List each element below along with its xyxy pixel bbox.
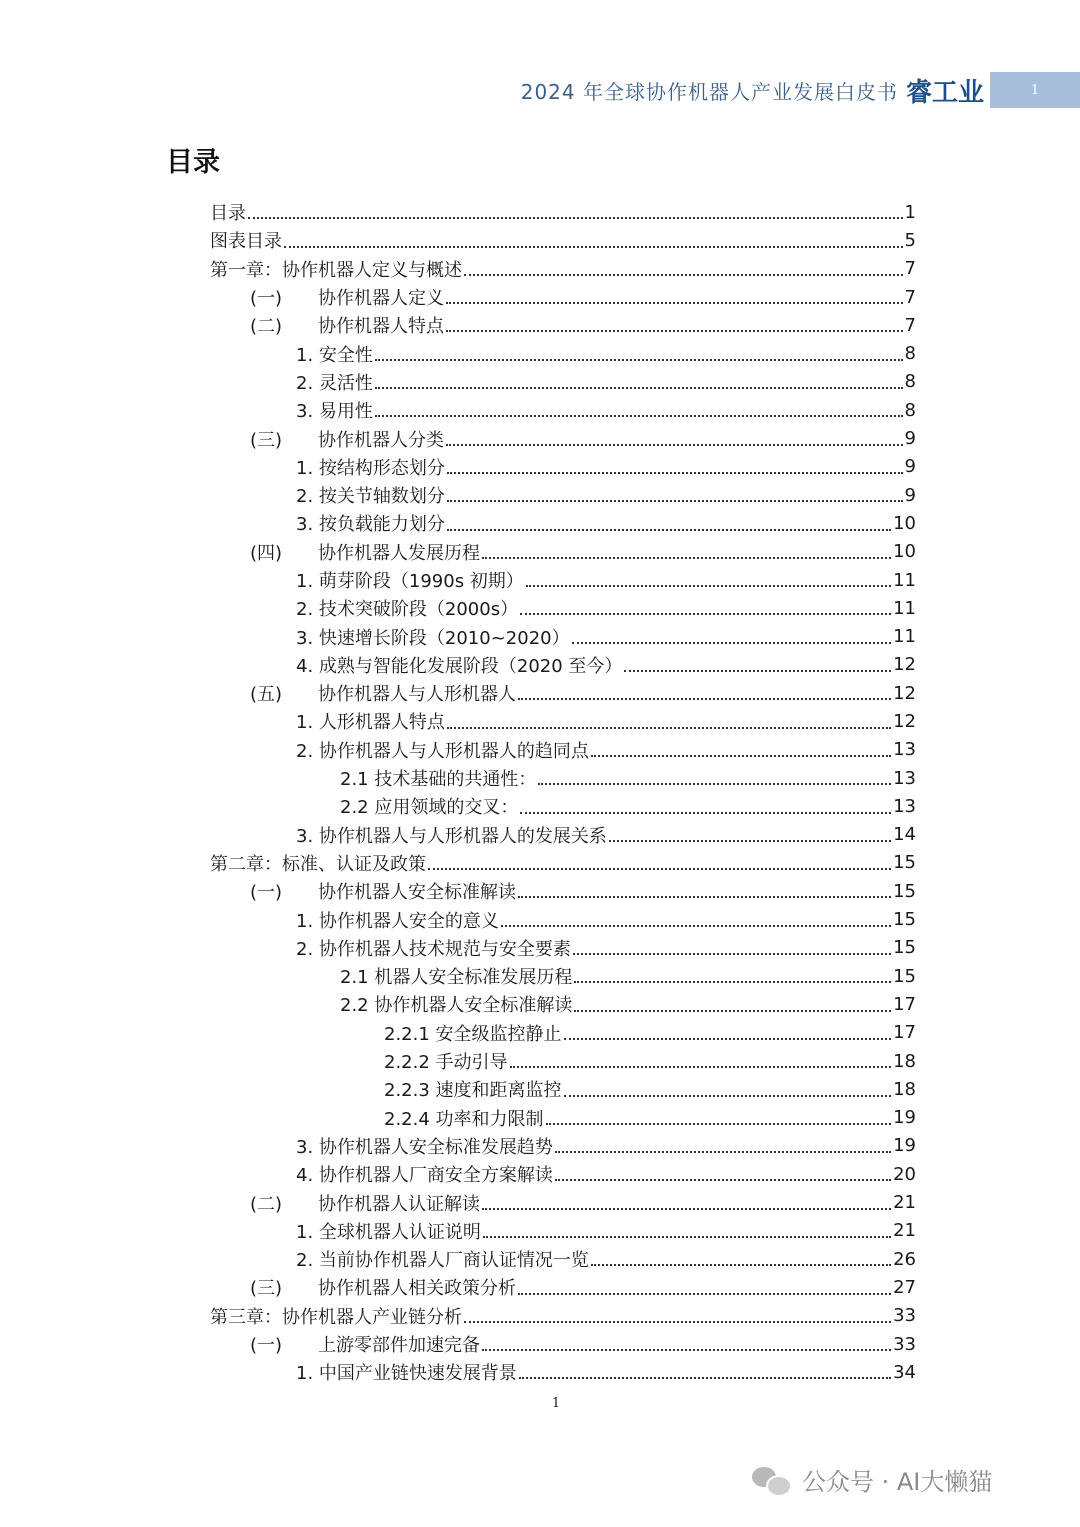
toc-entry-title: 协作机器人相关政策分析 — [318, 1278, 516, 1300]
toc-entry-page: 27 — [893, 1276, 916, 1298]
toc-entry-page: 9 — [904, 428, 916, 450]
toc-entry-number: (一) — [250, 1335, 283, 1357]
toc-entry-page: 13 — [893, 795, 916, 817]
toc-entry-page: 11 — [893, 597, 916, 619]
toc-entry[interactable] — [208, 594, 916, 622]
toc-leader-dots — [248, 217, 903, 219]
toc-entry-title: 3. 协作机器人安全标准发展趋势 — [296, 1136, 553, 1158]
toc-leader-dots — [526, 585, 891, 587]
toc-entry[interactable] — [208, 1273, 916, 1301]
toc-leader-dots — [520, 613, 891, 615]
toc-leader-dots — [546, 1123, 892, 1125]
toc-entry[interactable] — [208, 1358, 916, 1386]
toc-leader-dots — [446, 444, 903, 446]
toc-entry-title: 协作机器人发展历程 — [318, 542, 480, 564]
toc-leader-dots — [519, 1377, 891, 1379]
toc-entry[interactable] — [208, 311, 916, 339]
toc-leader-dots — [483, 1236, 891, 1238]
toc-leader-dots — [482, 1349, 891, 1351]
toc-entry[interactable] — [208, 934, 916, 962]
toc-entry-page: 13 — [893, 767, 916, 789]
toc-entry-title: 2.1 技术基础的共通性： — [340, 769, 537, 791]
toc-entry[interactable] — [208, 1047, 916, 1075]
toc-entry-page: 14 — [893, 824, 916, 846]
toc-entry-page: 15 — [893, 937, 916, 959]
toc-entry[interactable] — [208, 905, 916, 933]
toc-entry-page: 34 — [893, 1361, 916, 1383]
toc-entry-page: 9 — [904, 484, 916, 506]
toc-leader-dots — [428, 868, 891, 870]
toc-entry-page: 12 — [893, 654, 916, 676]
toc-entry[interactable] — [208, 764, 916, 792]
toc-leader-dots — [510, 1066, 892, 1068]
toc-entry-title: 4. 协作机器人厂商安全方案解读 — [296, 1165, 553, 1187]
toc-entry-title: 2. 当前协作机器人厂商认证情况一览 — [296, 1250, 589, 1272]
toc-leader-dots — [375, 415, 903, 417]
toc-leader-dots — [284, 246, 903, 248]
toc-leader-dots — [446, 302, 903, 304]
toc-leader-dots — [564, 1095, 892, 1097]
page-title: 目录 — [166, 147, 220, 178]
wechat-icon — [752, 1465, 792, 1495]
toc-entry[interactable] — [208, 792, 916, 820]
toc-entry-number: (二) — [250, 1193, 283, 1215]
toc-entry[interactable] — [208, 481, 916, 509]
toc-entry-page: 10 — [893, 512, 916, 534]
toc-entry-page: 12 — [893, 682, 916, 704]
toc-entry-title: 2. 协作机器人技术规范与安全要素 — [296, 938, 571, 960]
toc-entry[interactable] — [208, 1075, 916, 1103]
toc-entry-number: (三) — [250, 429, 283, 451]
toc-entry-page: 8 — [904, 343, 916, 365]
toc-entry-title: 2.2.3 速度和距离监控 — [384, 1080, 562, 1102]
toc-entry-number: (五) — [250, 684, 283, 706]
toc-entry[interactable] — [208, 1245, 916, 1273]
toc-entry-page: 17 — [893, 993, 916, 1015]
toc-entry-title: 2.2.1 安全级监控静止 — [384, 1023, 562, 1045]
toc-entry-page: 20 — [893, 1163, 916, 1185]
toc-leader-dots — [375, 359, 903, 361]
toc-entry-title: 3. 快速增长阶段（2010~2020） — [296, 627, 570, 649]
toc-entry[interactable] — [208, 877, 916, 905]
toc-leader-dots — [501, 925, 891, 927]
toc-entry-title: 协作机器人认证解读 — [318, 1193, 480, 1215]
toc-entry-title: 3. 按负载能力划分 — [296, 514, 445, 536]
toc-entry-title: 2. 协作机器人与人形机器人的趋同点 — [296, 740, 589, 762]
toc-entry-title: 3. 易用性 — [296, 401, 373, 423]
document-title: 2024 年全球协作机器人产业发展白皮书 — [520, 79, 898, 104]
toc-entry-number: (四) — [250, 542, 283, 564]
toc-leader-dots — [538, 783, 891, 785]
toc-entry-page: 18 — [893, 1078, 916, 1100]
toc-entry-title: 协作机器人与人形机器人 — [318, 684, 516, 706]
toc-entry-page: 33 — [893, 1333, 916, 1355]
toc-entry-page: 15 — [893, 909, 916, 931]
toc-entry-page: 8 — [904, 371, 916, 393]
toc-entry[interactable] — [208, 962, 916, 990]
toc-entry-page: 15 — [893, 880, 916, 902]
watermark-text: 公众号 · AI大懒猫 — [802, 1468, 993, 1496]
toc-entry[interactable] — [208, 424, 916, 452]
toc-entry[interactable] — [208, 707, 916, 735]
toc-entry-title: 1. 中国产业链快速发展背景 — [296, 1363, 517, 1385]
toc-entry-title: 1. 安全性 — [296, 344, 373, 366]
toc-entry-page: 11 — [893, 569, 916, 591]
toc-entry-title: 1. 按结构形态划分 — [296, 457, 445, 479]
toc-entry-page: 5 — [904, 229, 916, 251]
header-page-box: 1 — [990, 72, 1080, 108]
toc-entry-number: (一) — [250, 882, 283, 904]
toc-leader-dots — [464, 1321, 891, 1323]
toc-leader-dots — [520, 812, 891, 814]
toc-entry[interactable] — [208, 453, 916, 481]
toc-leader-dots — [447, 529, 891, 531]
toc-entry[interactable] — [208, 255, 916, 283]
toc-leader-dots — [518, 896, 891, 898]
toc-leader-dots — [564, 1038, 892, 1040]
toc-leader-dots — [555, 1179, 891, 1181]
toc-leader-dots — [446, 330, 903, 332]
toc-entry-title: 2.1 机器人安全标准发展历程 — [340, 967, 573, 989]
toc-entry-title: 目录 — [210, 203, 246, 225]
toc-leader-dots — [518, 698, 891, 700]
toc-leader-dots — [375, 387, 903, 389]
toc-entry-title: 2.2 应用领域的交叉： — [340, 797, 519, 819]
toc-entry[interactable] — [208, 622, 916, 650]
toc-entry[interactable] — [208, 736, 916, 764]
footer-page-number: 1 — [551, 1396, 561, 1411]
toc-entry-page: 8 — [904, 399, 916, 421]
toc-leader-dots — [573, 953, 891, 955]
toc-entry-page: 18 — [893, 1050, 916, 1072]
toc-leader-dots — [591, 1264, 891, 1266]
toc-entry-page: 19 — [893, 1107, 916, 1129]
toc-leader-dots — [609, 840, 891, 842]
toc-entry-page: 21 — [893, 1220, 916, 1242]
toc-entry-title: 1. 全球机器人认证说明 — [296, 1221, 481, 1243]
toc-leader-dots — [482, 1208, 891, 1210]
toc-entry-page: 7 — [904, 286, 916, 308]
toc-leader-dots — [464, 274, 903, 276]
toc-entry[interactable] — [208, 849, 916, 877]
toc-entry-title: 1. 人形机器人特点 — [296, 712, 445, 734]
toc-entry-title: 1. 协作机器人安全的意义 — [296, 910, 499, 932]
toc-entry-title: 3. 协作机器人与人形机器人的发展关系 — [296, 825, 607, 847]
toc-leader-dots — [572, 642, 891, 644]
toc-entry[interactable] — [208, 1132, 916, 1160]
toc-leader-dots — [447, 500, 903, 502]
toc-entry[interactable] — [208, 396, 916, 424]
toc-leader-dots — [518, 1293, 891, 1295]
toc-entry-page: 13 — [893, 739, 916, 761]
toc-entry[interactable] — [208, 1019, 916, 1047]
toc-entry-title: 4. 成熟与智能化发展阶段（2020 至今） — [296, 655, 623, 677]
toc-entry-page: 26 — [893, 1248, 916, 1270]
toc-entry[interactable] — [208, 198, 916, 226]
toc-entry-title: 2.2.4 功率和力限制 — [384, 1108, 544, 1130]
toc-entry-title: 2. 技术突破阶段（2000s） — [296, 599, 519, 621]
toc-entry-number: (一) — [250, 288, 283, 310]
toc-entry-title: 第二章：标准、认证及政策 — [210, 853, 426, 875]
toc-entry-page: 17 — [893, 1022, 916, 1044]
toc-leader-dots — [624, 670, 891, 672]
toc-entry[interactable] — [208, 1160, 916, 1188]
toc-entry[interactable] — [208, 1188, 916, 1216]
toc-entry-title: 2. 按关节轴数划分 — [296, 486, 445, 508]
toc-entry[interactable] — [208, 679, 916, 707]
toc-entry-page: 9 — [904, 456, 916, 478]
page-header — [521, 72, 1080, 108]
toc-entry-page: 12 — [893, 710, 916, 732]
toc-entry-number: (二) — [250, 316, 283, 338]
toc-leader-dots — [574, 1010, 891, 1012]
toc-entry-title: 第三章：协作机器人产业链分析 — [210, 1306, 462, 1328]
toc-entry-page: 1 — [904, 201, 916, 223]
toc-entry-title: 第一章：协作机器人定义与概述 — [210, 259, 462, 281]
toc-entry-title: 1. 萌芽阶段（1990s 初期） — [296, 571, 524, 592]
toc-entry[interactable] — [208, 651, 916, 679]
toc-entry[interactable] — [208, 1302, 916, 1330]
toc-leader-dots — [447, 472, 903, 474]
toc-entry[interactable] — [208, 1104, 916, 1132]
toc-entry-title: 协作机器人特点 — [318, 316, 444, 338]
toc-entry-number: (三) — [250, 1278, 283, 1300]
toc-entry-title: 协作机器人定义 — [318, 288, 444, 310]
table-of-contents — [208, 198, 916, 1386]
toc-leader-dots — [555, 1151, 891, 1153]
toc-entry[interactable] — [208, 566, 916, 594]
toc-entry-page: 7 — [904, 258, 916, 280]
toc-entry-title: 2.2.2 手动引导 — [384, 1052, 508, 1074]
toc-leader-dots — [574, 981, 891, 983]
watermark — [752, 1462, 992, 1497]
toc-entry-page: 11 — [893, 626, 916, 648]
toc-entry[interactable] — [208, 368, 916, 396]
toc-leader-dots — [482, 557, 891, 559]
brand-logo-text: 睿工业 — [905, 77, 984, 108]
toc-entry-page: 21 — [893, 1192, 916, 1214]
toc-entry-title: 协作机器人分类 — [318, 429, 444, 451]
toc-entry[interactable] — [208, 226, 916, 254]
toc-entry-page: 7 — [904, 314, 916, 336]
toc-entry-page: 10 — [893, 541, 916, 563]
toc-entry-title: 2. 灵活性 — [296, 372, 373, 394]
toc-leader-dots — [447, 727, 891, 729]
toc-entry[interactable] — [208, 283, 916, 311]
toc-entry-page: 15 — [893, 852, 916, 874]
toc-entry-page: 19 — [893, 1135, 916, 1157]
toc-entry[interactable] — [208, 821, 916, 849]
toc-entry[interactable] — [208, 339, 916, 367]
toc-leader-dots — [591, 755, 891, 757]
toc-entry-page: 33 — [893, 1305, 916, 1327]
toc-entry[interactable] — [208, 1217, 916, 1245]
toc-entry[interactable] — [208, 538, 916, 566]
toc-entry[interactable] — [208, 1330, 916, 1358]
toc-entry-title: 图表目录 — [210, 231, 282, 253]
toc-entry-title: 2.2 协作机器人安全标准解读 — [340, 995, 573, 1017]
toc-entry-title: 上游零部件加速完备 — [318, 1335, 480, 1357]
toc-entry-page: 15 — [893, 965, 916, 987]
toc-entry[interactable] — [208, 990, 916, 1018]
toc-entry-title: 协作机器人安全标准解读 — [318, 882, 516, 904]
toc-entry[interactable] — [208, 509, 916, 537]
